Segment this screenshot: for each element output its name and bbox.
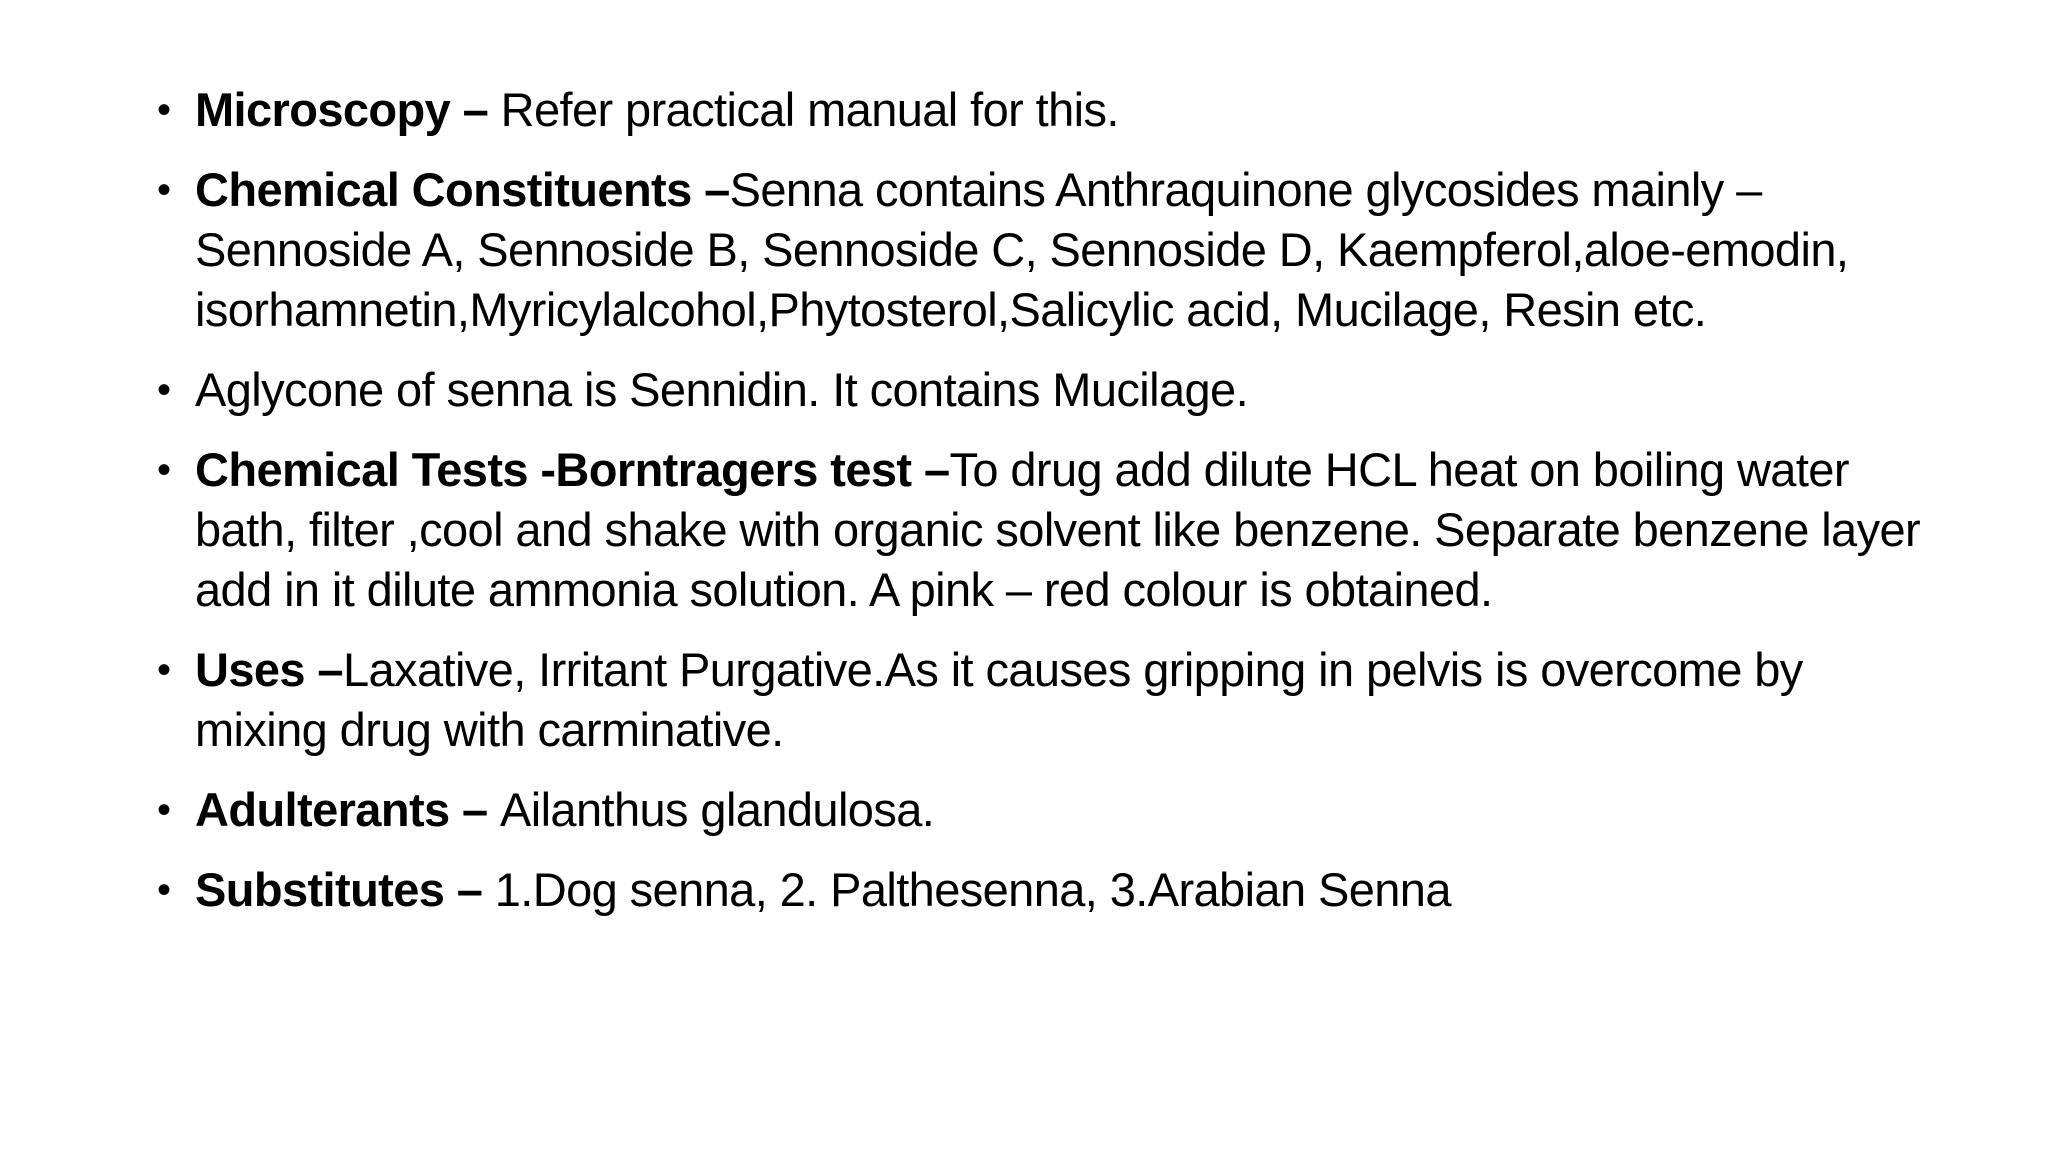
bullet-icon: • [157, 788, 171, 832]
bullet-text: Senna contains Anthraquinone glycosides mainly – Sennoside A, Sennoside B, Sennoside C, Sennoside D, Kaempferol,aloe-emodin, isorhamnetin,Myricylalcohol,Phytosterol,Salicylic acid, Mucilage, Resin etc. [195, 163, 1849, 336]
bullet-lead: Chemical Tests -Borntragers test – [195, 443, 950, 496]
bullet-text: Laxative, Irritant Purgative.As it causes gripping in pelvis is overcome by mixing drug with carminative. [195, 643, 1803, 756]
bullet-text: 1.Dog senna, 2. Palthesenna, 3.Arabian Senna [494, 863, 1451, 916]
bullet-icon: • [157, 448, 171, 492]
bullet-chemical-tests [155, 440, 1945, 620]
bullet-lead: Chemical Constituents – [195, 163, 730, 216]
bullet-text: Refer practical manual for this. [500, 83, 1119, 136]
bullet-microscopy [155, 80, 1945, 140]
bullet-chemical-constituents [155, 160, 1945, 340]
bullet-text: Aglycone of senna is Sennidin. It contains Mucilage. [195, 363, 1249, 416]
bullet-icon: • [157, 648, 171, 692]
bullet-list [155, 80, 1945, 940]
bullet-uses [155, 640, 1945, 760]
bullet-text: To drug add dilute HCL heat on boiling water bath, filter ,cool and shake with organic solvent like benzene. Separate benzene layer add in it dilute ammonia solution. A pink – red colour is obtained. [195, 443, 1921, 616]
bullet-lead: Adulterants – [195, 783, 500, 836]
bullet-text: Ailanthus glandulosa. [500, 783, 935, 836]
bullet-icon: • [157, 168, 171, 212]
bullet-icon: • [157, 868, 171, 912]
bullet-aglycone [155, 360, 1945, 420]
bullet-lead: Uses – [195, 643, 343, 696]
bullet-lead: Substitutes – [195, 863, 495, 916]
bullet-icon: • [157, 368, 171, 412]
bullet-substitutes [155, 860, 1945, 920]
bullet-icon: • [157, 88, 171, 132]
bullet-lead: Microscopy – [195, 83, 501, 136]
bullet-adulterants [155, 780, 1945, 840]
